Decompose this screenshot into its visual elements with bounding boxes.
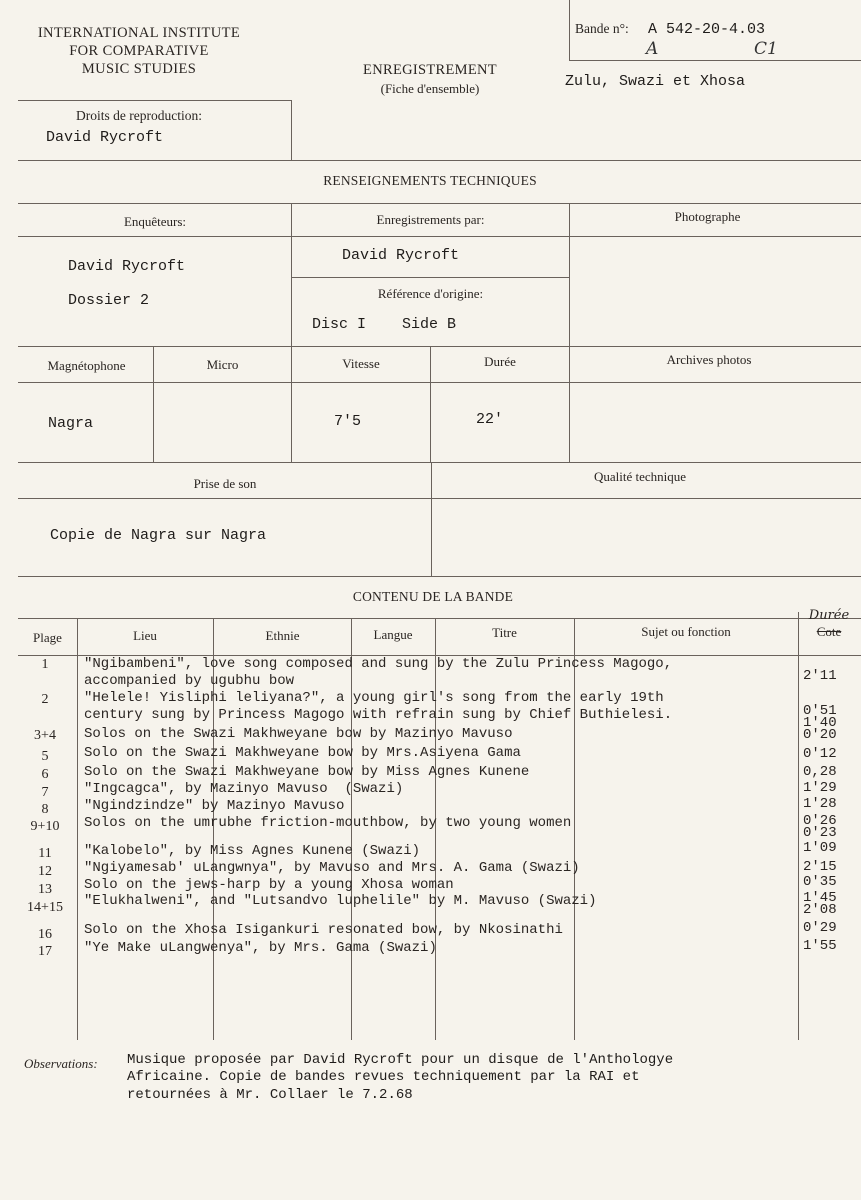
row-duration: 0'29 (803, 920, 837, 936)
row-duration: 1'29 (803, 780, 837, 796)
row-description: Solo on the jews-harp by a young Xhosa woman (84, 877, 454, 893)
row-duration: 1'28 (803, 796, 837, 812)
row-duration: 1'55 (803, 938, 837, 954)
col-plage: Plage (33, 630, 62, 645)
prise-de-son-value: Copie de Nagra sur Nagra (50, 527, 267, 544)
prise-de-son-label: Prise de son (193, 476, 257, 491)
archives-label: Archives photos (666, 352, 752, 367)
col-duree: Durée (808, 608, 850, 623)
row-description: Solo on the Swazi Makhweyane bow by Miss Agnes Kunene (84, 764, 530, 780)
row-description: Solo on the Swazi Makhweyane bow by Mrs.Asiyena Gama (84, 745, 521, 761)
dossier-value: Dossier 2 (68, 292, 150, 309)
row-description: Solo on the Xhosa Isigankuri resonated bow, by Nkosinathi (84, 922, 563, 938)
form-title: ENREGISTREMENT (363, 62, 497, 78)
row-duration: 0'35 (803, 874, 837, 890)
bande-handwritten-c1: C1 (754, 39, 778, 59)
rights-value: David Rycroft (46, 129, 164, 146)
row-description: Solos on the Swazi Makhweyane bow by Mazinyo Mavuso (84, 726, 513, 742)
observations-line-1: Musique proposée par David Rycroft pour un disque de l'Anthologye (127, 1052, 674, 1068)
row-number: 3+4 (34, 728, 56, 743)
observations-label: Observations: (24, 1056, 98, 1071)
row-number: 12 (38, 864, 52, 879)
enregistrements-value: David Rycroft (342, 247, 460, 264)
magnetophone-label: Magnétophone (47, 358, 126, 373)
col-cote: Cote (816, 624, 842, 639)
row-description: "Ingcagca", by Mazinyo Mavuso (Swazi) (84, 781, 404, 797)
col-titre: Titre (492, 625, 517, 640)
reference-value: Disc I Side B (312, 316, 457, 333)
observations-line-2: Africaine. Copie de bandes revues techniquement par la RAI et (127, 1069, 640, 1085)
duree-value: 22' (476, 411, 504, 428)
enqueteurs-label: Enquêteurs: (123, 214, 187, 229)
row-description-cont: accompanied by ugubhu bow (84, 673, 295, 689)
row-number: 6 (41, 767, 49, 782)
row-description: "Kalobelo", by Miss Agnes Kunene (Swazi) (84, 843, 421, 859)
vitesse-value: 7'5 (334, 413, 362, 430)
col-sujet: Sujet ou fonction (641, 624, 731, 639)
row-description-cont: century sung by Princess Magogo with refrain sung by Chief Buthielesi. (84, 707, 673, 723)
col-ethnie: Ethnie (265, 628, 300, 643)
row-duration: 2'15 (803, 859, 837, 875)
qualite-technique-label: Qualité technique (593, 469, 687, 484)
col-langue: Langue (373, 627, 413, 642)
row-description: "Elukhalweni", and "Lutsandvo luphelile" by M. Mavuso (Swazi) (84, 893, 597, 909)
col-lieu: Lieu (133, 628, 157, 643)
row-number: 13 (38, 882, 52, 897)
institute-line-1: INTERNATIONAL INSTITUTE (37, 25, 241, 41)
contents-section-title: CONTENU DE LA BANDE (352, 589, 514, 604)
row-duration: 0'26 0'23 (803, 813, 837, 841)
institute-name (14, 24, 264, 78)
peoples-value: Zulu, Swazi et Xhosa (565, 73, 746, 90)
enqueteurs-value: David Rycroft (68, 258, 186, 275)
row-number: 17 (38, 944, 52, 959)
reference-label: Référence d'origine: (377, 286, 484, 301)
micro-label: Micro (206, 357, 239, 372)
row-duration: 2'11 (803, 668, 837, 684)
row-number: 7 (41, 785, 49, 800)
bande-label: Bande n°: (575, 21, 629, 36)
row-description: Solos on the umrubhe friction-mouthbow, by two young women (84, 815, 572, 831)
row-number: 1 (41, 657, 49, 672)
magnetophone-value: Nagra (48, 415, 94, 432)
enregistrements-label: Enregistrements par: (376, 212, 485, 227)
row-duration: 0'12 (803, 746, 837, 762)
row-number: 5 (41, 749, 49, 764)
row-number: 8 (41, 802, 49, 817)
row-duration: 1'09 (803, 840, 837, 856)
row-duration: 0,28 (803, 764, 837, 780)
technical-section-title: RENSEIGNEMENTS TECHNIQUES (323, 173, 537, 188)
row-number: 14+15 (27, 900, 63, 915)
row-description: "Helele! Yisliphi leliyana?", a young girl's song from the early 19th (84, 690, 664, 706)
row-description: "Ngiyamesab' uLangwnya", by Mavuso and Mrs. A. Gama (Swazi) (84, 860, 580, 876)
rights-label: Droits de reproduction: (76, 108, 202, 123)
row-number: 2 (41, 692, 49, 707)
row-number: 9+10 (30, 819, 60, 834)
form-subtitle: (Fiche d'ensemble) (380, 81, 480, 96)
duree-label: Durée (484, 354, 516, 369)
vitesse-label: Vitesse (342, 356, 380, 371)
row-duration: 0'20 (803, 727, 837, 743)
row-duration: 0'51 1'40 (803, 703, 837, 731)
institute-line-3: MUSIC STUDIES (81, 61, 197, 77)
row-number: 11 (38, 846, 52, 861)
row-duration: 1'45 2'08 (803, 890, 837, 918)
photographe-label: Photographe (674, 209, 741, 224)
observations-line-3: retournées à Mr. Collaer le 7.2.68 (127, 1087, 413, 1103)
bande-number: A 542-20-4.03 (648, 21, 766, 38)
row-description: "Ye Make uLangwenya", by Mrs. Gama (Swazi) (84, 940, 437, 956)
row-description: "Ngindzindze" by Mazinyo Mavuso (84, 798, 345, 814)
institute-line-2: FOR COMPARATIVE (69, 43, 209, 59)
bande-handwritten-a: A (646, 39, 659, 59)
row-number: 16 (38, 927, 52, 942)
row-description: "Ngibambeni", love song composed and sung by the Zulu Princess Magogo, (84, 656, 673, 672)
